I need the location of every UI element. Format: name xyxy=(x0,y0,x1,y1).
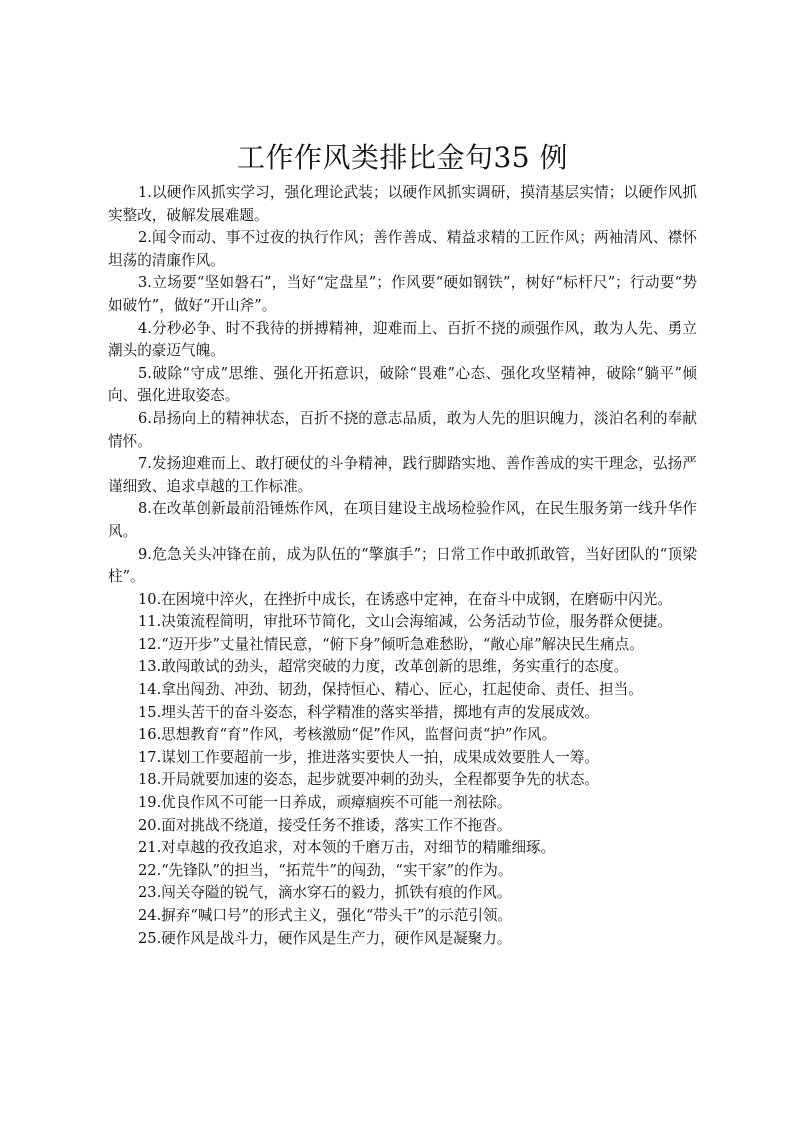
phrase-item-20: 20.面对挑战不绕道，接受任务不推诿，落实工作不拖沓。 xyxy=(138,816,512,834)
phrase-item-2: 2.闻令而动、事不过夜的执行作风；善作善成、精益求精的工匠作风；两袖清风、襟怀坦荡的清廉作风。 xyxy=(108,229,697,269)
phrase-item-24: 24.摒弃“喊口号”的形式主义，强化“带头干”的示范引领。 xyxy=(138,907,513,924)
phrase-item-15: 15.埋头苦干的奋斗姿态，科学精准的落实举措，掷地有声的发展成效。 xyxy=(138,703,600,721)
phrase-list xyxy=(108,182,697,950)
phrase-item-12: 12.“迈开步”丈量社情民意，“俯下身”倾听急难愁盼，“敞心扉”解决民生痛点。 xyxy=(138,635,644,653)
phrase-item-13: 13.敢闯敢试的劲头，超常突破的力度，改革创新的思维，务实重行的态度。 xyxy=(138,658,629,676)
phrase-item-1: 1.以硬作风抓实学习，强化理论武装；以硬作风抓实调研，摸清基层实情；以硬作风抓实整改，破解发展难题。 xyxy=(108,184,697,224)
phrase-item-17: 17.谋划工作要超前一步，推进落实要快人一拍，成果成效要胜人一筹。 xyxy=(138,748,600,766)
phrase-item-10: 10.在困境中淬火，在挫折中成长，在诱惑中定神，在奋斗中成钢，在磨砺中闪光。 xyxy=(138,590,672,608)
phrase-item-7: 7.发扬迎难而上、敢打硬仗的斗争精神，践行脚踏实地、善作善成的实干理念，弘扬严谨细致、追求卓越的工作标准。 xyxy=(108,455,697,495)
phrase-item-8: 8.在改革创新最前沿锤炼作风，在项目建设主战场检验作风，在民生服务第一线升华作风。 xyxy=(108,500,697,540)
phrase-item-25: 25.硬作风是战斗力，硬作风是生产力，硬作风是凝聚力。 xyxy=(138,929,512,947)
phrase-item-16: 16.思想教育“育”作风，考核激励“促”作风，监督问责“护”作风。 xyxy=(138,726,557,744)
phrase-item-14: 14.拿出闯劲、冲劲、韧劲，保持恒心、精心、匠心，扛起使命、责任、担当。 xyxy=(138,681,643,699)
phrase-item-19: 19.优良作风不可能一日养成，顽瘴痼疾不可能一剂祛除。 xyxy=(138,794,512,812)
phrase-item-3: 3.立场要“坚如磐石”，当好“定盘星”；作风要“硬如钢铁”，树好“标杆尺”；行动要“势如破竹”，做好“开山斧”。 xyxy=(108,274,697,314)
phrase-item-9: 9.危急关头冲锋在前，成为队伍的“擎旗手”；日常工作中敢抓敢管，当好团队的“顶梁柱”。 xyxy=(108,545,697,586)
phrase-item-23: 23.闯关夺隘的锐气，滴水穿石的毅力，抓铁有痕的作风。 xyxy=(138,884,512,902)
phrase-item-18: 18.开局就要加速的姿态，起步就要冲刺的劲头，全程都要争先的状态。 xyxy=(138,771,600,789)
document-title: 工作作风类排比金句35 例 xyxy=(236,141,569,174)
phrase-item-6: 6.昂扬向上的精神状态，百折不挠的意志品质，敢为人先的胆识魄力，淡泊名利的奉献情怀。 xyxy=(108,409,697,450)
phrase-item-22: 22.“先锋队”的担当，“拓荒牛”的闯劲，“实干家”的作为。 xyxy=(138,861,513,879)
phrase-item-21: 21.对卓越的孜孜追求，对本领的千磨万击，对细节的精雕细琢。 xyxy=(138,839,556,857)
phrase-item-11: 11.决策流程简明，审批环节简化，文山会海缩减，公务活动节俭，服务群众便捷。 xyxy=(138,613,672,631)
phrase-item-4: 4.分秒必争、时不我待的拼搏精神，迎难而上、百折不挠的顽强作风，敢为人先、勇立潮头的豪迈气魄。 xyxy=(108,319,697,360)
phrase-item-5: 5.破除“守成”思维、强化开拓意识，破除“畏难”心态、强化攻坚精神，破除“躺平”倾向、强化进取姿态。 xyxy=(108,364,697,405)
